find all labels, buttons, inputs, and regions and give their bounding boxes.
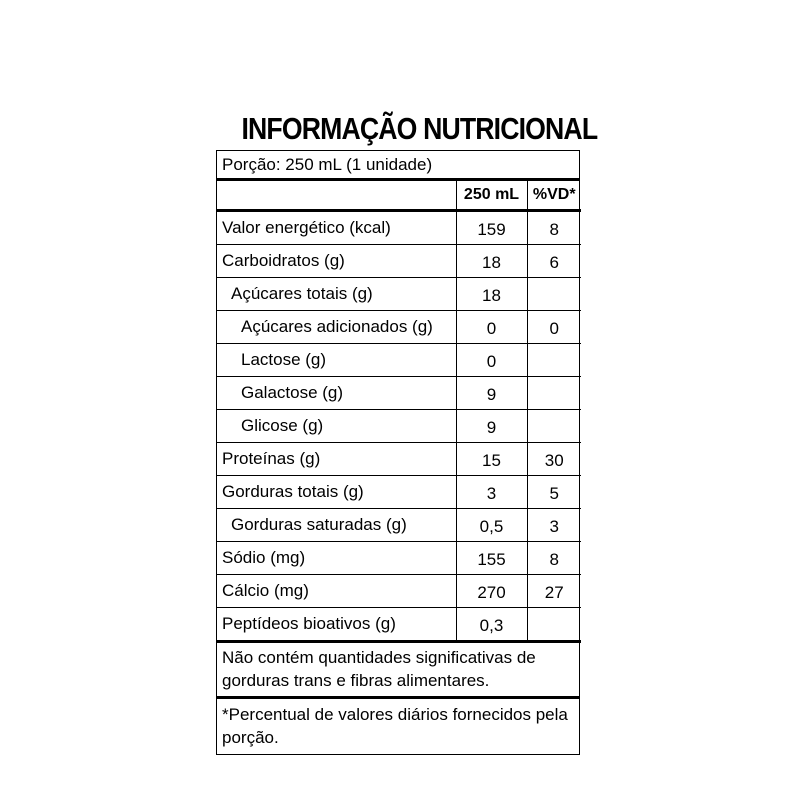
nutrient-name: Proteínas (g)	[217, 443, 456, 476]
nutrient-vd: 30	[527, 443, 581, 476]
table-row	[217, 245, 581, 278]
nutrient-amount: 15	[456, 443, 527, 476]
nutrient-vd: 8	[527, 211, 581, 245]
trans-fat-note: Não contém quantidades significativas de gorduras trans e fibras alimentares.	[217, 643, 579, 699]
nutrient-amount: 0,5	[456, 509, 527, 542]
nutrient-name: Carboidratos (g)	[217, 245, 456, 278]
table-row	[217, 476, 581, 509]
nutrient-amount: 18	[456, 245, 527, 278]
nutrient-vd	[527, 344, 581, 377]
table-row	[217, 377, 581, 410]
nutrient-amount: 9	[456, 377, 527, 410]
nutrient-vd: 6	[527, 245, 581, 278]
nutrient-name: Glicose (g)	[217, 410, 456, 443]
table-row	[217, 410, 581, 443]
nutrient-name: Galactose (g)	[217, 377, 456, 410]
nutrient-vd	[527, 377, 581, 410]
column-header-amount: 250 mL	[456, 181, 527, 211]
label-title: INFORMAÇÃO NUTRICIONAL	[241, 111, 598, 146]
nutrient-name: Valor energético (kcal)	[217, 211, 456, 245]
nutrient-name: Açúcares totais (g)	[217, 278, 456, 311]
nutrition-label	[216, 108, 598, 755]
nutrient-amount: 9	[456, 410, 527, 443]
table-row	[217, 608, 581, 642]
nutrient-vd: 8	[527, 542, 581, 575]
table-row	[217, 575, 581, 608]
nutrient-vd: 27	[527, 575, 581, 608]
table-row	[217, 344, 581, 377]
nutrient-amount: 3	[456, 476, 527, 509]
nutrient-vd	[527, 410, 581, 443]
nutrient-name: Gorduras totais (g)	[217, 476, 456, 509]
header-blank-cell	[217, 181, 456, 211]
nutrition-table-box	[216, 150, 580, 755]
table-row	[217, 311, 581, 344]
nutrient-amount: 0,3	[456, 608, 527, 642]
nutrient-name: Peptídeos bioativos (g)	[217, 608, 456, 642]
nutrient-amount: 270	[456, 575, 527, 608]
table-row	[217, 278, 581, 311]
nutrient-name: Gorduras saturadas (g)	[217, 509, 456, 542]
table-row	[217, 443, 581, 476]
nutrient-amount: 0	[456, 311, 527, 344]
nutrient-amount: 159	[456, 211, 527, 245]
nutrient-vd: 5	[527, 476, 581, 509]
nutrient-name: Sódio (mg)	[217, 542, 456, 575]
nutrient-vd	[527, 608, 581, 642]
nutrient-amount: 155	[456, 542, 527, 575]
table-row	[217, 509, 581, 542]
nutrient-name: Lactose (g)	[217, 344, 456, 377]
nutrient-amount: 0	[456, 344, 527, 377]
column-header-vd: %VD*	[527, 181, 581, 211]
nutrient-vd	[527, 278, 581, 311]
daily-value-footnote: *Percentual de valores diários fornecidos pela porção.	[222, 705, 568, 747]
table-row	[217, 542, 581, 575]
nutrient-amount: 18	[456, 278, 527, 311]
table-row	[217, 211, 581, 245]
portion-size: Porção: 250 mL (1 unidade)	[217, 151, 579, 181]
nutrient-vd: 0	[527, 311, 581, 344]
nutrient-name: Cálcio (mg)	[217, 575, 456, 608]
table-header-row	[217, 181, 581, 211]
nutrient-vd: 3	[527, 509, 581, 542]
nutrition-table	[217, 181, 581, 643]
nutrient-name: Açúcares adicionados (g)	[217, 311, 456, 344]
